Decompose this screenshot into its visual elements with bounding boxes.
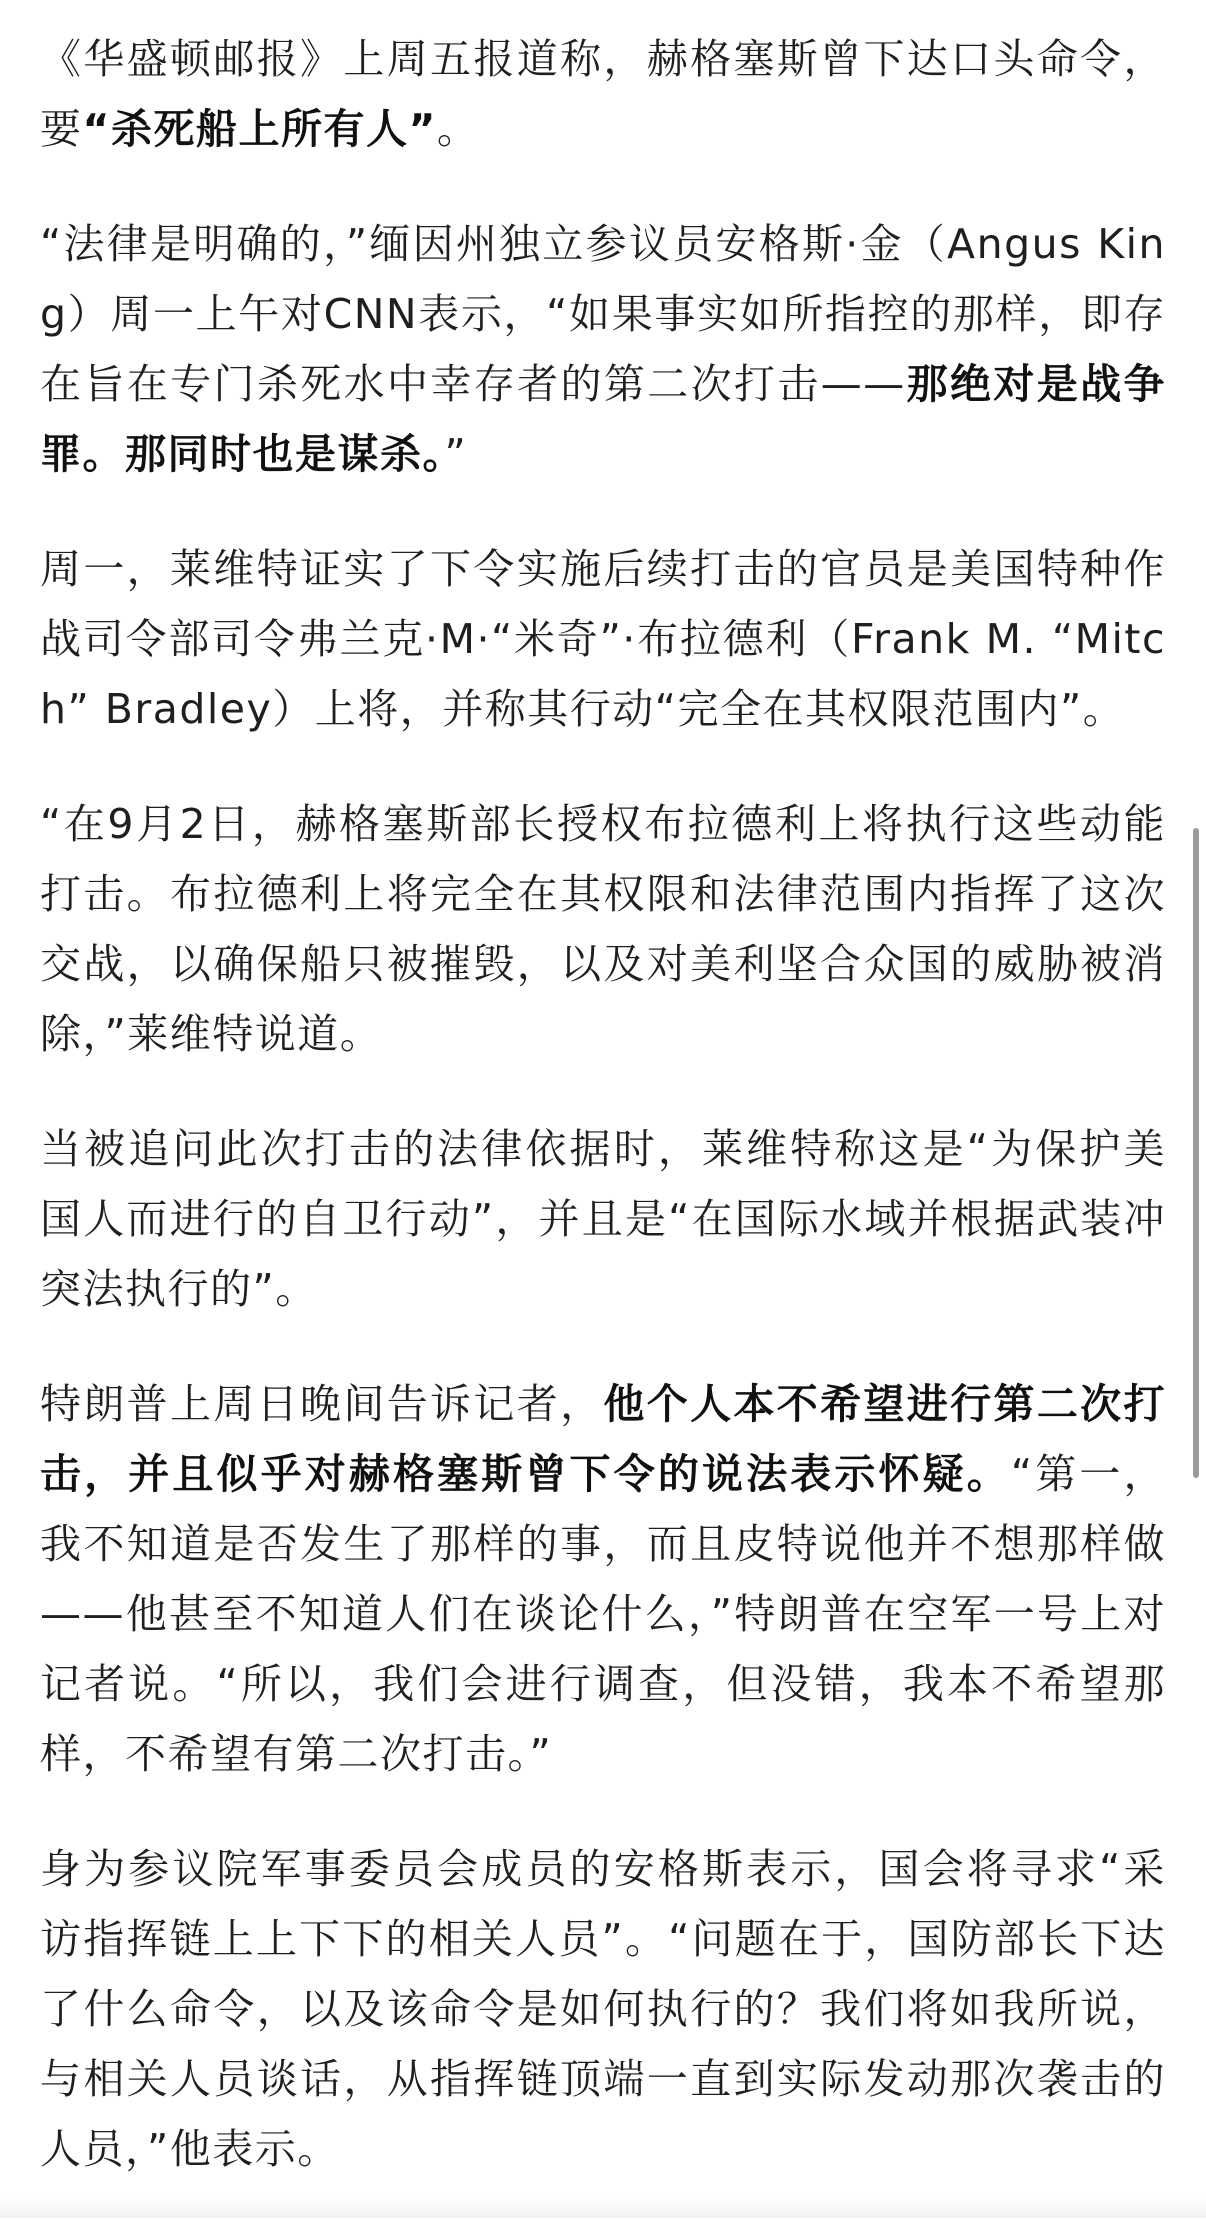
bold-emphasis: “杀死船上所有人” xyxy=(82,105,437,153)
paragraph-5 xyxy=(40,1114,1166,1324)
bold-emphasis: 他个人本不希望进行第二次打击，并且似乎对赫格塞斯曾下令的说法表示怀疑。 xyxy=(40,1380,1167,1498)
paragraph-7 xyxy=(40,1834,1166,2184)
paragraph-text: “第一，我不知道是否发生了那样的事，而且皮特说他并不想那样做——他甚至不知道人们在谈论什么，”特朗普在空军一号上对记者说。“所以，我们会进行调查，但没错，我本不希望那样，不希望有第二次打击。” xyxy=(40,1450,1166,1778)
paragraph-2 xyxy=(40,209,1166,489)
paragraph-text: 当被追问此次打击的法律依据时，莱维特称这是“为保护美国人而进行的自卫行动”，并且是“在国际水域并根据武装冲突法执行的”。 xyxy=(40,1125,1166,1313)
paragraph-1 xyxy=(40,24,1166,164)
paragraph-text: 特朗普上周日晚间告诉记者， xyxy=(40,1380,604,1428)
paragraph-text: 。 xyxy=(436,105,480,153)
paragraph-text: “法律是明确的，”缅因州独立参议员安格斯·金（Angus King）周一上午对CNN表示，“如果事实如所指控的那样，即存在旨在专门杀死水中幸存者的第二次打击—— xyxy=(40,220,1166,408)
paragraph-3 xyxy=(40,534,1166,744)
article-body xyxy=(40,24,1166,2229)
bottom-edge xyxy=(0,2198,1206,2218)
vertical-scrollbar[interactable] xyxy=(1193,828,1199,1478)
bold-emphasis: 那绝对是战争罪。那同时也是谋杀。 xyxy=(40,360,1166,478)
paragraph-text: 《华盛顿邮报》上周五报道称，赫格塞斯曾下达口头命令，要 xyxy=(40,35,1166,153)
paragraph-6 xyxy=(40,1369,1166,1789)
paragraph-text: 周一，莱维特证实了下令实施后续打击的官员是美国特种作战司令部司令弗兰克·M·“米奇”·布拉德利（Frank M. “Mitch” Bradley）上将，并称其行动“完全在其权限范围内”。 xyxy=(40,545,1166,733)
paragraph-4 xyxy=(40,789,1166,1069)
paragraph-text: ” xyxy=(444,430,468,478)
paragraph-text: “在9月2日，赫格塞斯部长授权布拉德利上将执行这些动能打击。布拉德利上将完全在其权限和法律范围内指挥了这次交战，以确保船只被摧毁，以及对美利坚合众国的威胁被消除，”莱维特说道。 xyxy=(40,800,1166,1058)
paragraph-text: 身为参议院军事委员会成员的安格斯表示，国会将寻求“采访指挥链上上下下的相关人员”。“问题在于，国防部长下达了什么命令，以及该命令是如何执行的？我们将如我所说，与相关人员谈话，从指挥链顶端一直到实际发动那次袭击的人员，”他表示。 xyxy=(40,1845,1166,2173)
